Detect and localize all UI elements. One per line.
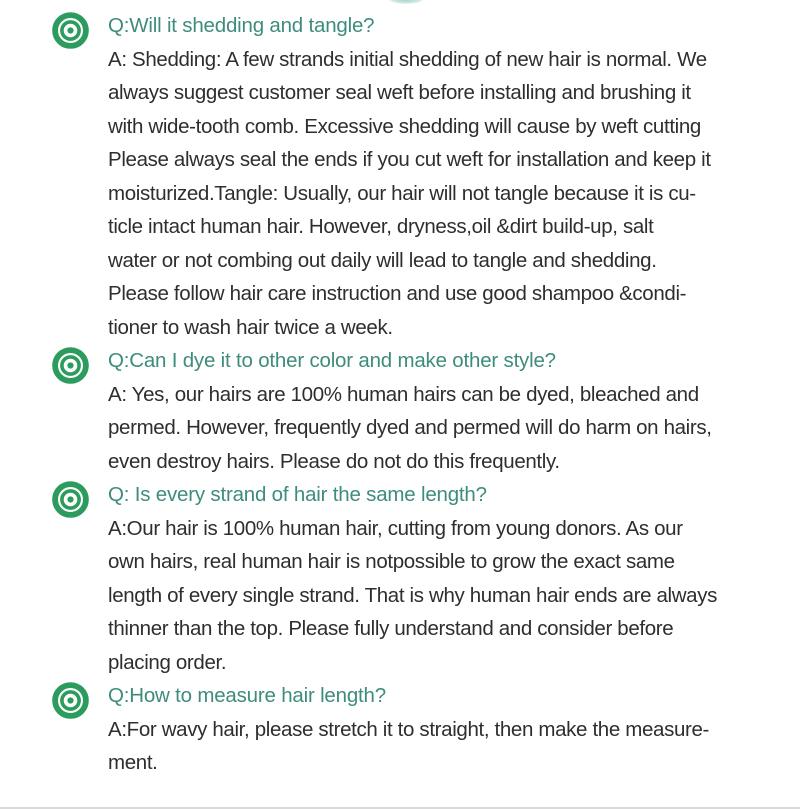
faq-item-icon-cell xyxy=(52,9,108,344)
faq-item-text xyxy=(108,478,800,679)
faq-item-icon-cell xyxy=(52,478,108,679)
faq-answer-line: moisturized.Tangle: Usually, our hair will not tangle because it is cu- xyxy=(108,181,696,205)
faq-item-text xyxy=(108,679,800,780)
faq-answer-line: A: Yes, our hairs are 100% human hairs can be dyed, bleached and xyxy=(108,382,699,406)
faq-answer-line: Please follow hair care instruction and use good shampoo &condi- xyxy=(108,282,687,305)
faq-answer-line: tioner to wash hair twice a week. xyxy=(108,315,393,339)
target-icon xyxy=(52,481,89,518)
faq-answer-line: A: Shedding: A few strands initial shedding of new hair is normal. We xyxy=(108,47,707,71)
faq-item xyxy=(0,679,800,780)
faq-question: Q:How to measure hair length? xyxy=(108,684,386,707)
target-icon xyxy=(52,682,89,719)
faq-answer-line: Please always seal the ends if you cut weft for installation and keep it xyxy=(108,148,711,171)
faq-answer-line: thinner than the top. Please fully understand and consider before xyxy=(108,617,674,640)
faq-answer-line: ticle intact human hair. However, dryness,oil &dirt build-up, salt xyxy=(108,215,654,238)
faq-answer-line: A:For wavy hair, please stretch it to straight, then make the measure- xyxy=(108,717,710,741)
faq-item xyxy=(0,344,800,478)
faq-item-text xyxy=(108,9,800,344)
faq-answer-line: A:Our hair is 100% human hair, cutting from young donors. As our xyxy=(108,516,683,540)
faq-answer-line: always suggest customer seal weft before installing and brushing it xyxy=(108,81,691,104)
faq-item xyxy=(0,478,800,679)
faq-item-text xyxy=(108,344,800,478)
decor-arc-top xyxy=(388,0,424,4)
target-icon xyxy=(52,12,89,49)
faq-answer-line: even destroy hairs. Please do not do this frequently. xyxy=(108,449,560,473)
faq-question: Q:Can I dye it to other color and make other style? xyxy=(108,349,556,372)
faq-answer-line: ment. xyxy=(108,751,158,774)
faq-item-icon-cell xyxy=(52,344,108,478)
faq-item xyxy=(0,9,800,344)
target-icon xyxy=(52,347,89,384)
faq-answer-line: with wide-tooth comb. Excessive shedding will cause by weft cutting xyxy=(108,114,701,138)
faq-answer-line: own hairs, real human hair is notpossible to grow the exact same xyxy=(108,550,675,573)
faq-answer-line: length of every single strand. That is why human hair ends are always xyxy=(108,583,718,607)
faq-answer-line: placing order. xyxy=(108,650,227,674)
faq-answer-line: permed. However, frequently dyed and permed will do harm on hairs, xyxy=(108,416,712,439)
faq-question: Q: Is every strand of hair the same length? xyxy=(108,483,487,506)
faq-item-icon-cell xyxy=(52,679,108,780)
faq-list xyxy=(0,9,800,780)
faq-question: Q:Will it shedding and tangle? xyxy=(108,14,375,37)
faq-answer-line: water or not combing out daily will lead to tangle and shedding. xyxy=(108,248,657,272)
